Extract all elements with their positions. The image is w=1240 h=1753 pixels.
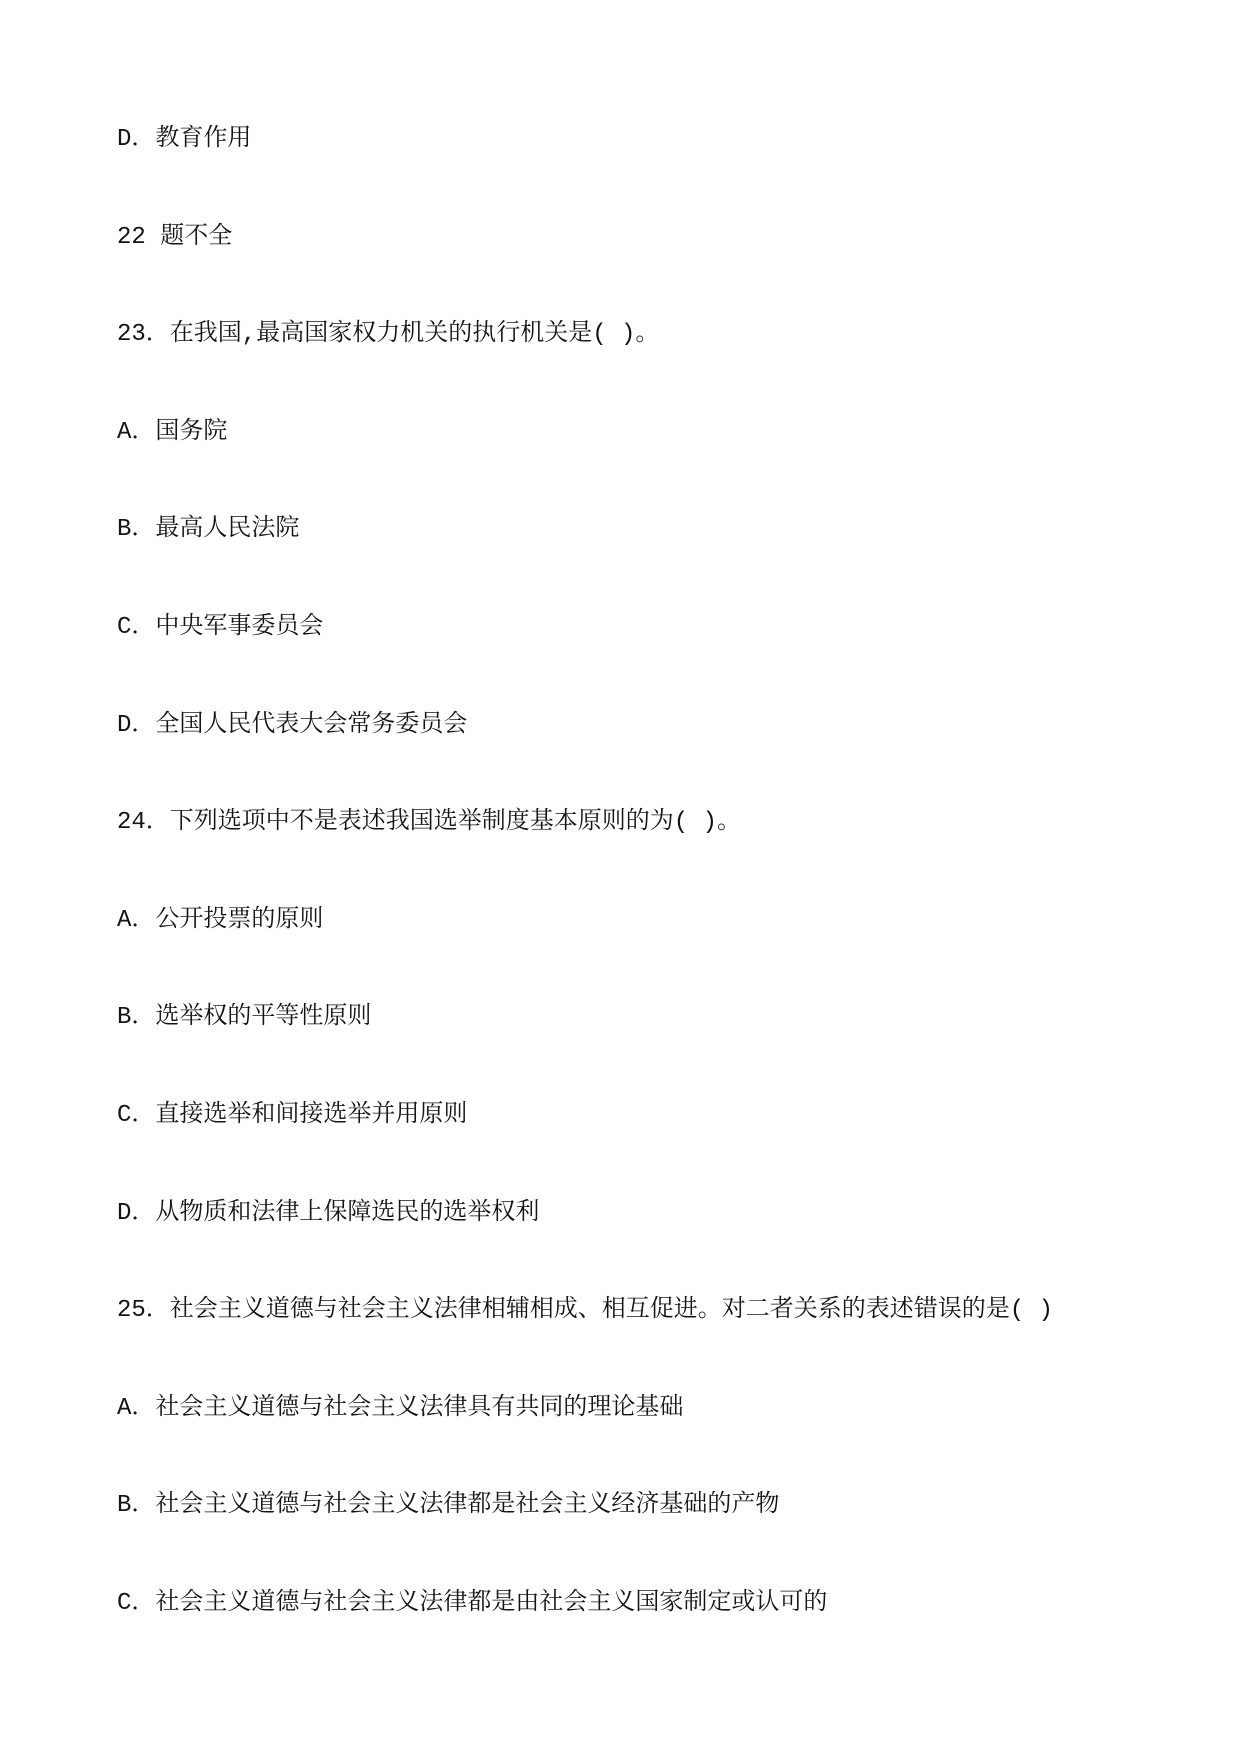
question-block xyxy=(117,1262,1240,1652)
option-line: D．从物质和法律上保障选民的选举权利 xyxy=(117,1199,540,1227)
option-line: A．国务院 xyxy=(117,418,228,446)
option-line: A．社会主义道德与社会主义法律具有共同的理论基础 xyxy=(117,1394,684,1422)
option-line: A．公开投票的原则 xyxy=(117,906,324,934)
option-line: C．中央军事委员会 xyxy=(117,613,324,641)
option-line: D．全国人民代表大会常务委员会 xyxy=(117,711,468,739)
option-line: C．直接选举和间接选举并用原则 xyxy=(117,1101,468,1129)
option-line: C．社会主义道德与社会主义法律都是由社会主义国家制定或认可的 xyxy=(117,1589,828,1617)
option-line: B．选举权的平等性原则 xyxy=(117,1004,372,1032)
option-line: B．最高人民法院 xyxy=(117,516,300,544)
option-line: B．社会主义道德与社会主义法律都是社会主义经济基础的产物 xyxy=(117,1492,780,1520)
question-block xyxy=(117,774,1240,1262)
question-stem: 24．下列选项中不是表述我国选举制度基本原则的为( )。 xyxy=(117,809,742,837)
question-stem: 25．社会主义道德与社会主义法律相辅相成、相互促进。对二者关系的表述错误的是( ) xyxy=(117,1297,1054,1325)
note-line: 22 题不全 xyxy=(117,223,233,251)
question-block xyxy=(117,286,1240,774)
question-stem: 23．在我国,最高国家权力机关的执行机关是( )。 xyxy=(117,321,660,349)
previous-question-tail xyxy=(117,91,1240,189)
option-line: D．教育作用 xyxy=(117,126,252,153)
